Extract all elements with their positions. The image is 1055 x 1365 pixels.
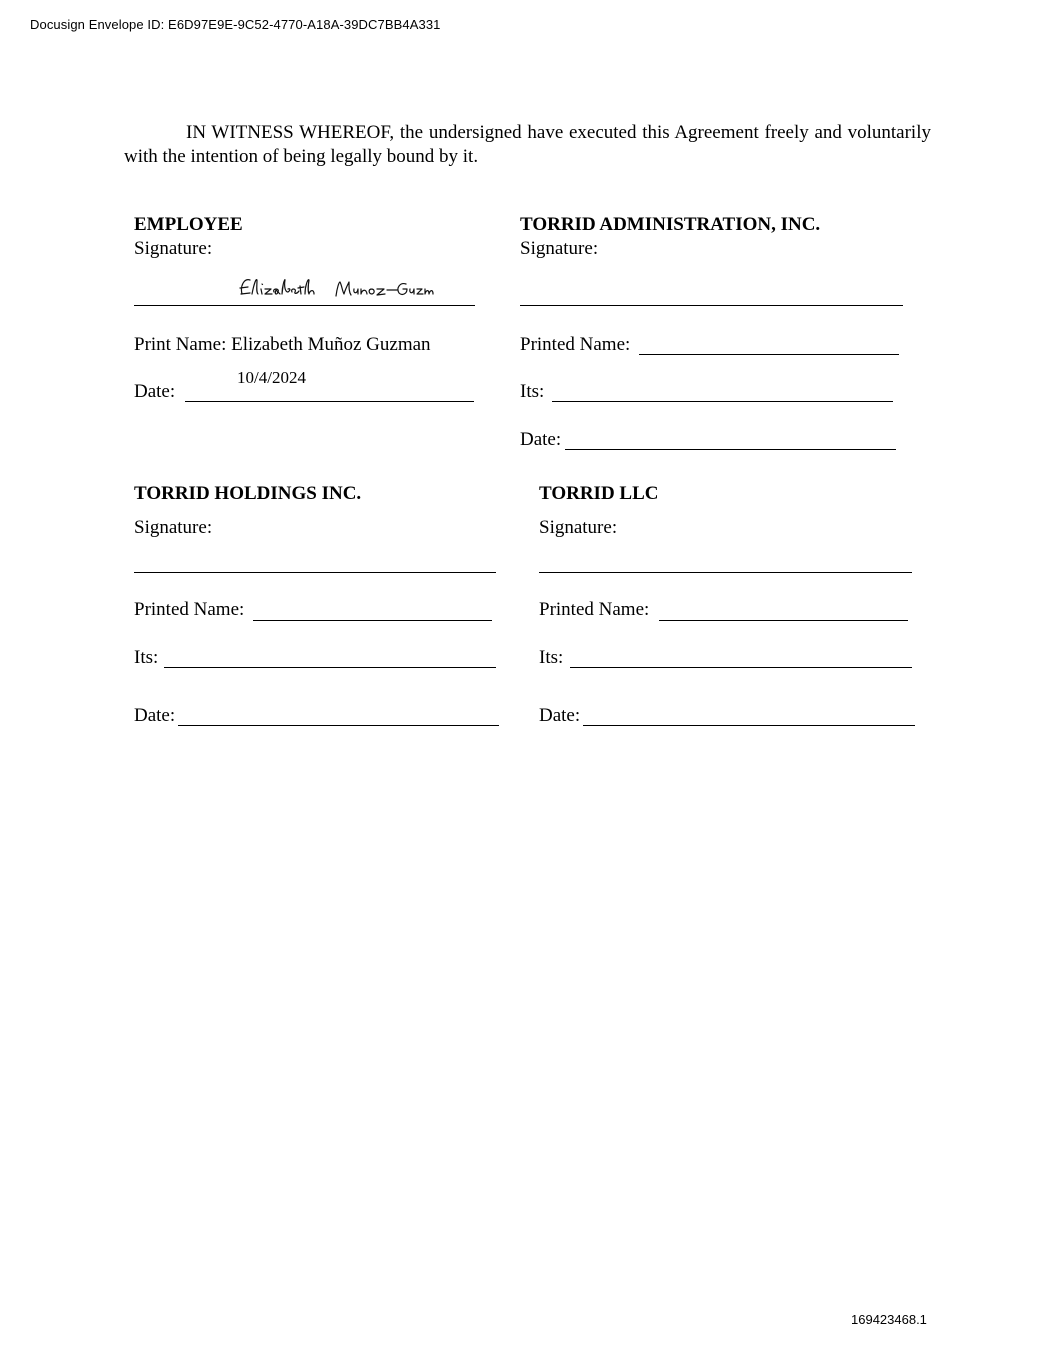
- torrid-admin-heading: TORRID ADMINISTRATION, INC.: [520, 214, 821, 235]
- employee-date-line[interactable]: [185, 401, 474, 402]
- torrid-holdings-heading: TORRID HOLDINGS INC.: [134, 483, 362, 504]
- torrid-llc-printed-name-label: Printed Name:: [539, 599, 650, 620]
- employee-heading: EMPLOYEE: [134, 214, 243, 235]
- employee-date-value: 10/4/2024: [237, 368, 306, 387]
- torrid-llc-its-line[interactable]: [570, 667, 912, 668]
- envelope-id: Docusign Envelope ID: E6D97E9E-9C52-4770-A18A-39DC7BB4A331: [30, 17, 441, 32]
- torrid-llc-date-label: Date:: [539, 705, 581, 726]
- torrid-llc-signature-label: Signature:: [539, 517, 618, 538]
- employee-signature-label: Signature:: [134, 238, 213, 259]
- torrid-llc-heading: TORRID LLC: [539, 483, 659, 504]
- witness-paragraph: IN WITNESS WHEREOF, the undersigned have executed this Agreement freely and voluntarily with the intention of being legally bound by it.: [124, 122, 931, 167]
- torrid-llc-its-label: Its:: [539, 647, 564, 668]
- torrid-admin-its-label: Its:: [520, 381, 545, 402]
- document-number: 169423468.1: [851, 1312, 927, 1327]
- torrid-holdings-signature-line[interactable]: [134, 572, 496, 573]
- torrid-holdings-its-label: Its:: [134, 647, 159, 668]
- torrid-llc-signature-line[interactable]: [539, 572, 912, 573]
- torrid-admin-printed-name-line[interactable]: [639, 354, 899, 355]
- employee-print-name-label: Print Name:: [134, 334, 227, 355]
- employee-print-name: [134, 334, 431, 356]
- torrid-admin-its-line[interactable]: [552, 401, 893, 402]
- torrid-holdings-printed-name-line[interactable]: [253, 620, 492, 621]
- torrid-holdings-printed-name-label: Printed Name:: [134, 599, 245, 620]
- employee-date-label: Date:: [134, 381, 176, 402]
- torrid-holdings-signature-label: Signature:: [134, 517, 213, 538]
- torrid-admin-signature-label: Signature:: [520, 238, 599, 259]
- employee-signature-image: [236, 272, 436, 302]
- torrid-admin-printed-name-label: Printed Name:: [520, 334, 631, 355]
- torrid-holdings-date-label: Date:: [134, 705, 176, 726]
- employee-print-name-value: Elizabeth Muñoz Guzman: [231, 334, 431, 355]
- torrid-holdings-its-line[interactable]: [164, 667, 496, 668]
- torrid-llc-printed-name-line[interactable]: [659, 620, 908, 621]
- torrid-llc-date-line[interactable]: [583, 725, 915, 726]
- torrid-admin-date-label: Date:: [520, 429, 562, 450]
- torrid-admin-signature-line[interactable]: [520, 305, 903, 306]
- torrid-admin-date-line[interactable]: [565, 449, 896, 450]
- employee-signature-line[interactable]: [134, 305, 475, 306]
- torrid-holdings-date-line[interactable]: [178, 725, 499, 726]
